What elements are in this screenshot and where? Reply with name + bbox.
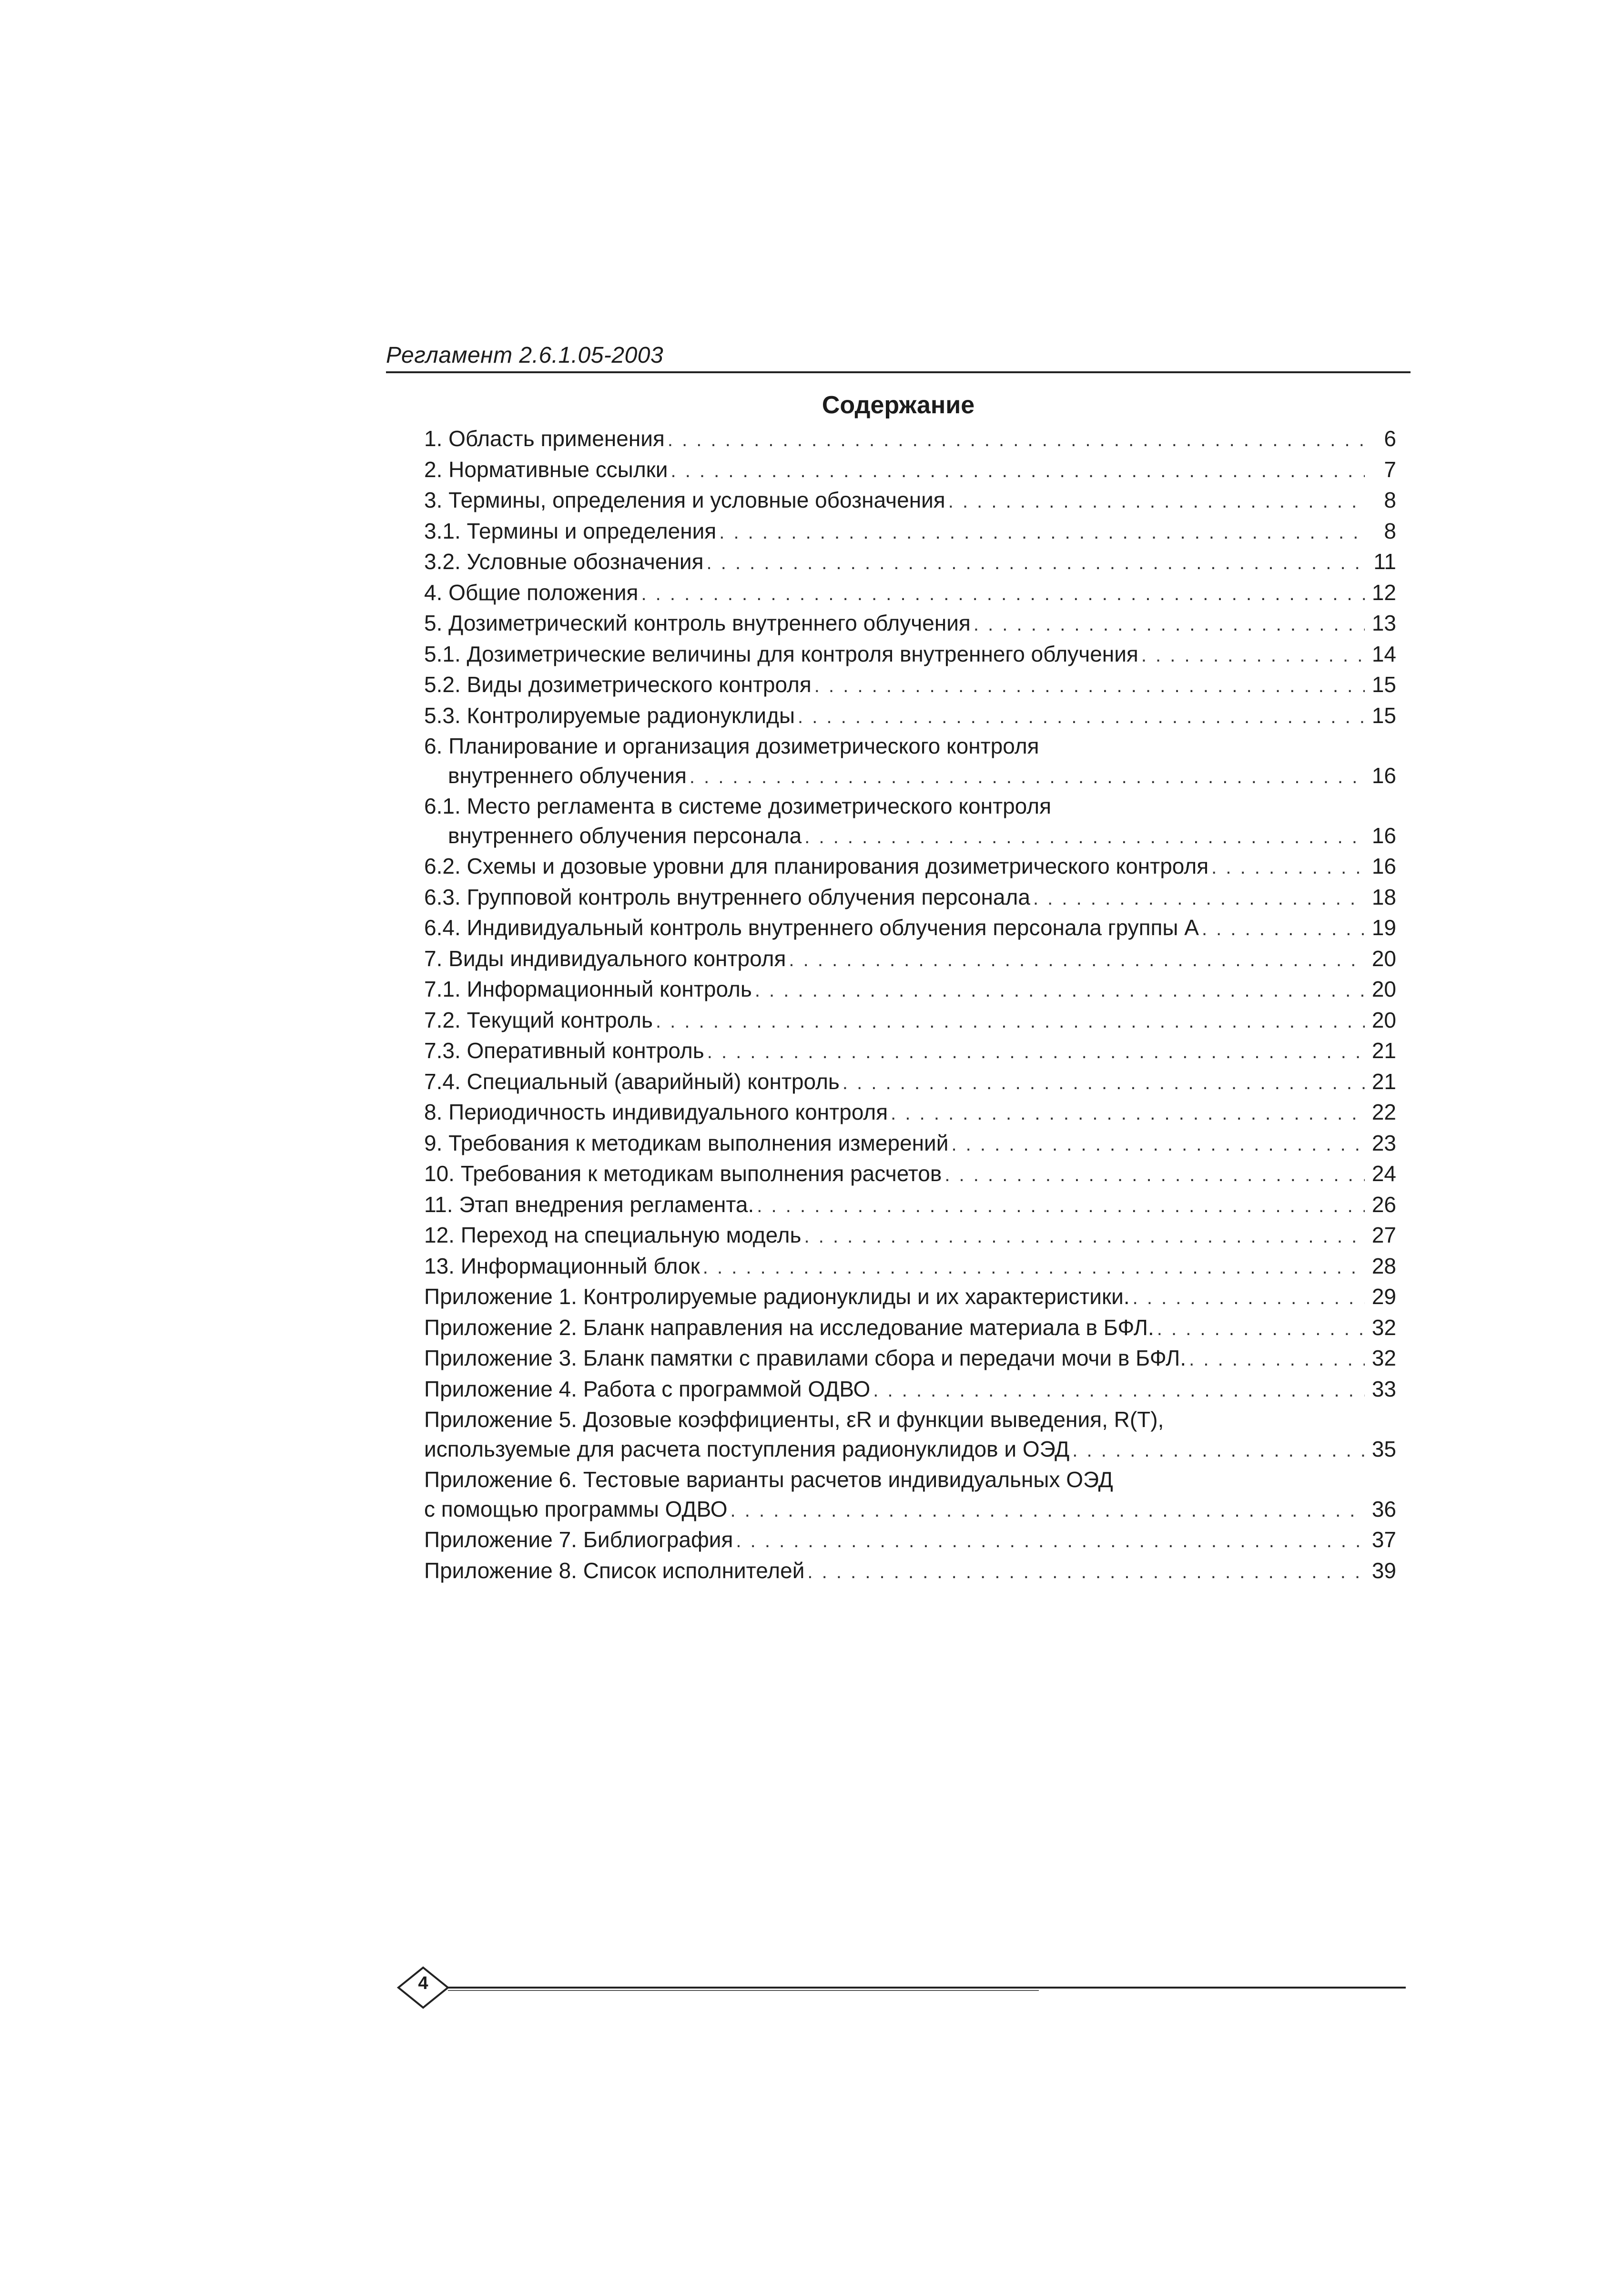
toc-entry-label: 7.1. Информационный контроль [424, 977, 752, 1001]
toc-entry[interactable] [424, 1252, 1396, 1283]
dot-leader [707, 1038, 1365, 1067]
toc-entry[interactable] [424, 1006, 1396, 1037]
dot-leader [1157, 1315, 1365, 1344]
toc-entry[interactable] [424, 1129, 1396, 1160]
toc-entry-page: 22 [1371, 1100, 1396, 1124]
toc-entry-page: 36 [1371, 1496, 1396, 1521]
toc-entry[interactable] [424, 944, 1396, 975]
dot-leader [1033, 884, 1365, 914]
toc-entry-page: 33 [1371, 1376, 1396, 1401]
toc-entry-continuation[interactable] [424, 1435, 1396, 1466]
toc-entry[interactable] [424, 640, 1396, 671]
toc-entry-page: 8 [1384, 488, 1396, 512]
dot-leader [1133, 1284, 1365, 1313]
toc-entry-label: 9. Требования к методикам выполнения измерений [424, 1130, 949, 1155]
toc-entry-page: 13 [1371, 611, 1396, 635]
dot-leader [1211, 853, 1365, 883]
dot-leader [755, 976, 1365, 1006]
toc-entry-continuation[interactable] [424, 1495, 1396, 1526]
toc-entry[interactable] [424, 852, 1396, 883]
toc-entry-label: с помощью программы ОДВО [424, 1496, 728, 1521]
dot-leader [1072, 1436, 1365, 1466]
dot-leader [804, 823, 1365, 852]
dot-leader [641, 580, 1365, 609]
dot-leader [1189, 1345, 1365, 1375]
toc-entry[interactable] [424, 1067, 1396, 1098]
toc-entry-label: Приложение 5. Дозовые коэффициенты, εR и функции выведения, R(T), [424, 1407, 1164, 1432]
dot-leader [944, 1161, 1365, 1190]
toc-entry-page: 24 [1371, 1161, 1396, 1186]
dot-leader [974, 610, 1365, 640]
toc-entry-page: 16 [1371, 763, 1396, 788]
footer-rule [391, 1964, 1411, 2011]
toc-title: Содержание [822, 391, 975, 419]
toc-entry-page: 20 [1371, 977, 1396, 1001]
toc-entry-page: 21 [1371, 1069, 1396, 1094]
toc-entry-page: 23 [1371, 1130, 1396, 1155]
toc-entry[interactable] [424, 1313, 1396, 1344]
running-header [386, 342, 1411, 373]
toc-entry-label: 7. Виды индивидуального контроля [424, 946, 786, 971]
toc-entry-page: 6 [1384, 426, 1396, 451]
toc-entry-label: 6.1. Место регламента в системе дозиметрического контроля [424, 794, 1051, 818]
toc-entry-label: 6.3. Групповой контроль внутреннего облучения персонала [424, 884, 1030, 909]
dot-leader [948, 487, 1365, 517]
toc-entry-continuation[interactable] [424, 821, 1396, 852]
toc-entry-page: 20 [1371, 1007, 1396, 1032]
page-footer [391, 1964, 1411, 2011]
toc-entry[interactable] [424, 455, 1396, 486]
toc-entry-page: 15 [1371, 672, 1396, 697]
toc-entry[interactable] [424, 578, 1396, 609]
toc-entry[interactable] [424, 486, 1396, 517]
toc-entry[interactable] [424, 1190, 1396, 1221]
toc-entry[interactable] [424, 424, 1396, 455]
toc-entry-label: внутреннего облучения персонала [448, 823, 802, 848]
toc-entry-label: 6.4. Индивидуальный контроль внутреннего облучения персонала группы А [424, 915, 1199, 940]
toc-entry-label: 5. Дозиметрический контроль внутреннего облучения [424, 611, 971, 635]
dot-leader [706, 549, 1365, 578]
toc-entry-label: Приложение 1. Контролируемые радионуклиды и их характеристики. [424, 1284, 1130, 1309]
dot-leader [789, 946, 1365, 975]
dot-leader [731, 1496, 1365, 1526]
toc-entry-page: 39 [1371, 1558, 1396, 1583]
toc-entry-label: Приложение 2. Бланк направления на исследование материала в БФЛ. [424, 1315, 1154, 1340]
toc-entry-label: Приложение 3. Бланк памятки с правилами сбора и передачи мочи в БФЛ. [424, 1346, 1187, 1370]
toc-entry-page: 26 [1371, 1192, 1396, 1217]
toc-entry-label: 6.2. Схемы и дозовые уровни для планирования дозиметрического контроля [424, 854, 1209, 878]
dot-leader [807, 1558, 1365, 1587]
toc-entry-label: 4. Общие положения [424, 580, 639, 605]
toc-entry-label: 13. Информационный блок [424, 1253, 700, 1278]
dot-leader [1202, 915, 1365, 944]
dot-leader [736, 1527, 1365, 1556]
toc-entry[interactable] [424, 1098, 1396, 1129]
dot-leader [873, 1376, 1365, 1406]
toc-entry-page: 32 [1371, 1346, 1396, 1370]
toc-entry-label: 6. Планирование и организация дозиметрического контроля [424, 734, 1039, 758]
toc-entry-page: 18 [1371, 884, 1396, 909]
toc-entry[interactable] [424, 701, 1396, 732]
toc-entry[interactable] [424, 883, 1396, 914]
toc-entry-label: внутреннего облучения [448, 763, 687, 788]
toc-entry-page: 7 [1384, 457, 1396, 482]
dot-leader [670, 457, 1365, 486]
dot-leader [951, 1130, 1365, 1160]
toc-entry[interactable] [424, 1556, 1396, 1587]
toc-entry-label: Приложение 4. Работа с программой ОДВО [424, 1376, 871, 1401]
dot-leader [804, 1222, 1365, 1252]
dot-leader [668, 426, 1365, 455]
toc-entry-page: 11 [1373, 549, 1396, 574]
dot-leader [798, 703, 1365, 732]
toc-entry[interactable] [424, 1344, 1396, 1375]
toc-entry-label: используемые для расчета поступления радионуклидов и ОЭД [424, 1436, 1070, 1461]
toc-entry-continuation[interactable] [424, 761, 1396, 792]
toc-entry-label: Приложение 6. Тестовые варианты расчетов индивидуальных ОЭД [424, 1467, 1113, 1492]
toc-entry[interactable] [424, 517, 1396, 548]
toc-entry-page: 16 [1371, 854, 1396, 878]
toc-entry[interactable] [424, 670, 1396, 701]
toc-entry[interactable] [424, 732, 1396, 761]
dot-leader [814, 672, 1365, 701]
toc-entry-page: 15 [1371, 703, 1396, 728]
toc-entry[interactable] [424, 609, 1396, 640]
dot-leader [842, 1069, 1365, 1098]
dot-leader [1141, 641, 1365, 671]
table-of-contents [424, 424, 1396, 1587]
toc-entry[interactable] [424, 913, 1396, 944]
toc-entry-label: 5.3. Контролируемые радионуклиды [424, 703, 795, 728]
page-number: 4 [418, 1973, 428, 1993]
toc-entry-label: Приложение 7. Библиография [424, 1527, 733, 1552]
toc-entry[interactable] [424, 975, 1396, 1006]
toc-entry[interactable] [424, 547, 1396, 578]
toc-entry[interactable] [424, 1036, 1396, 1067]
toc-entry[interactable] [424, 1221, 1396, 1252]
toc-entry-page: 20 [1371, 946, 1396, 971]
dot-leader [891, 1099, 1365, 1129]
document-id: Регламент 2.6.1.05-2003 [386, 343, 664, 368]
toc-entry-label: 10. Требования к методикам выполнения расчетов [424, 1161, 942, 1186]
toc-entry-page: 8 [1384, 518, 1396, 543]
toc-entry-page: 27 [1371, 1223, 1396, 1247]
toc-entry-label: 3.2. Условные обозначения [424, 549, 704, 574]
toc-entry[interactable] [424, 792, 1396, 821]
toc-entry-label: 8. Периодичность индивидуального контроля [424, 1100, 888, 1124]
dot-leader [690, 763, 1365, 792]
toc-entry-label: 5.1. Дозиметрические величины для контроля внутреннего облучения [424, 641, 1138, 666]
toc-entry[interactable] [424, 1159, 1396, 1190]
toc-entry-label: 12. Переход на специальную модель [424, 1223, 802, 1247]
toc-entry-page: 12 [1371, 580, 1396, 605]
toc-entry-label: 3.1. Термины и определения [424, 518, 717, 543]
toc-entry-label: 1. Область применения [424, 426, 665, 451]
dot-leader [719, 518, 1365, 548]
toc-entry-page: 14 [1371, 641, 1396, 666]
toc-entry-page: 21 [1371, 1038, 1396, 1063]
toc-entry-label: 3. Термины, определения и условные обозначения [424, 488, 945, 512]
toc-entry[interactable] [424, 1375, 1396, 1406]
dot-leader [703, 1253, 1365, 1283]
toc-entry-page: 16 [1371, 823, 1396, 848]
toc-entry[interactable] [424, 1525, 1396, 1556]
toc-entry[interactable] [424, 1405, 1396, 1435]
toc-entry[interactable] [424, 1282, 1396, 1313]
toc-entry-page: 37 [1371, 1527, 1396, 1552]
toc-entry-label: 7.2. Текущий контроль [424, 1007, 653, 1032]
toc-entry-label: 2. Нормативные ссылки [424, 457, 668, 482]
toc-entry-page: 28 [1371, 1253, 1396, 1278]
toc-entry-page: 19 [1371, 915, 1396, 940]
toc-entry-label: 7.3. Оперативный контроль [424, 1038, 704, 1063]
toc-entry-label: 7.4. Специальный (аварийный) контроль [424, 1069, 840, 1094]
dot-leader [757, 1192, 1365, 1221]
dot-leader [656, 1007, 1365, 1037]
toc-entry[interactable] [424, 1465, 1396, 1495]
toc-entry-label: 11. Этап внедрения регламента. [424, 1192, 754, 1217]
toc-entry-label: 5.2. Виды дозиметрического контроля [424, 672, 812, 697]
toc-entry-page: 35 [1371, 1436, 1396, 1461]
toc-entry-page: 29 [1371, 1284, 1396, 1309]
toc-entry-label: Приложение 8. Список исполнителей [424, 1558, 805, 1583]
toc-entry-page: 32 [1371, 1315, 1396, 1340]
